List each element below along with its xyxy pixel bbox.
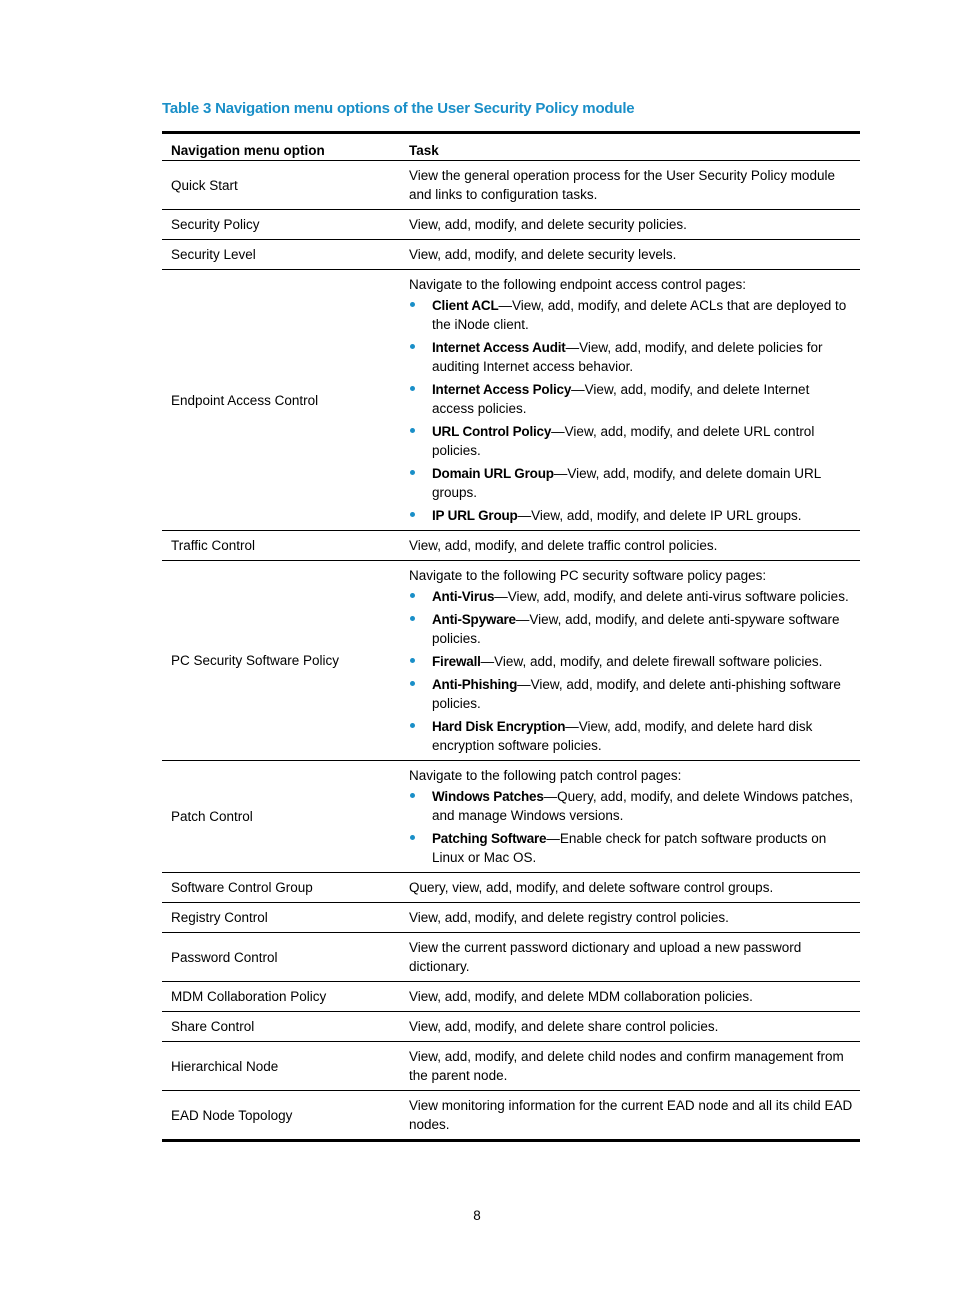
bullet-icon: [410, 593, 415, 598]
task-bullet-list: [409, 787, 854, 867]
item-term: Patching Software: [432, 831, 547, 846]
item-term: Firewall: [432, 654, 481, 669]
table-row: [162, 161, 860, 210]
table-row: [162, 933, 860, 982]
table-row: [162, 873, 860, 903]
item-description: —View, add, modify, and delete firewall software policies.: [480, 654, 823, 669]
table-body: [162, 161, 860, 1141]
item-description: —View, add, modify, and delete hard disk encryption software policies.: [432, 719, 813, 753]
menu-option-cell: MDM Collaboration Policy: [162, 982, 405, 1012]
table-header-row: [162, 133, 860, 161]
task-cell: View, add, modify, and delete security policies.: [405, 210, 860, 240]
item-description: —Enable check for patch software products on Linux or Mac OS.: [432, 831, 827, 865]
list-item: [409, 587, 854, 606]
task-intro: Navigate to the following endpoint access control pages:: [409, 277, 746, 292]
task-cell: [405, 561, 860, 761]
navigation-menu-table: [162, 131, 860, 1142]
bullet-icon: [410, 512, 415, 517]
header-task: Task: [405, 133, 860, 161]
list-item: [409, 464, 854, 502]
task-cell: View, add, modify, and delete registry control policies.: [405, 903, 860, 933]
task-cell: View the current password dictionary and upload a new password dictionary.: [405, 933, 860, 982]
task-cell: View, add, modify, and delete security levels.: [405, 240, 860, 270]
table-row: [162, 1012, 860, 1042]
item-term: IP URL Group: [432, 508, 518, 523]
task-cell: [405, 761, 860, 873]
menu-option-cell: Registry Control: [162, 903, 405, 933]
list-item: [409, 338, 854, 376]
table-row: [162, 270, 860, 531]
list-item: [409, 717, 854, 755]
menu-option-cell: Security Level: [162, 240, 405, 270]
bullet-icon: [410, 302, 415, 307]
task-bullet-list: [409, 296, 854, 525]
item-term: Internet Access Audit: [432, 340, 566, 355]
task-cell: View, add, modify, and delete share control policies.: [405, 1012, 860, 1042]
list-item: [409, 652, 854, 671]
task-cell: [405, 270, 860, 531]
task-cell: View the general operation process for the User Security Policy module and links to configuration tasks.: [405, 161, 860, 210]
task-intro: Navigate to the following patch control pages:: [409, 768, 682, 783]
bullet-icon: [410, 386, 415, 391]
list-item: [409, 675, 854, 713]
list-item: [409, 380, 854, 418]
item-description: —View, add, modify, and delete anti-spyware software policies.: [432, 612, 840, 646]
bullet-icon: [410, 835, 415, 840]
menu-option-cell: Share Control: [162, 1012, 405, 1042]
list-item: [409, 506, 854, 525]
table-row: [162, 1091, 860, 1141]
table-caption: Table 3 Navigation menu options of the User Security Policy module: [162, 100, 635, 117]
list-item: [409, 610, 854, 648]
bullet-icon: [410, 428, 415, 433]
item-term: Hard Disk Encryption: [432, 719, 566, 734]
bullet-icon: [410, 658, 415, 663]
item-description: —View, add, modify, and delete policies for auditing Internet access behavior.: [432, 340, 823, 374]
item-description: —View, add, modify, and delete ACLs that are deployed to the iNode client.: [432, 298, 847, 332]
item-term: Anti-Phishing: [432, 677, 518, 692]
item-description: —View, add, modify, and delete URL control policies.: [432, 424, 815, 458]
item-term: Internet Access Policy: [432, 382, 572, 397]
list-item: [409, 787, 854, 825]
menu-option-cell: Patch Control: [162, 761, 405, 873]
table-row: [162, 240, 860, 270]
menu-option-cell: Endpoint Access Control: [162, 270, 405, 531]
list-item: [409, 296, 854, 334]
task-cell: View monitoring information for the current EAD node and all its child EAD nodes.: [405, 1091, 860, 1141]
table-row: [162, 1042, 860, 1091]
bullet-icon: [410, 470, 415, 475]
menu-option-cell: Traffic Control: [162, 531, 405, 561]
task-cell: View, add, modify, and delete MDM collaboration policies.: [405, 982, 860, 1012]
item-description: —View, add, modify, and delete anti-phishing software policies.: [432, 677, 841, 711]
item-description: —View, add, modify, and delete domain URL groups.: [432, 466, 821, 500]
bullet-icon: [410, 793, 415, 798]
item-term: Anti-Spyware: [432, 612, 516, 627]
item-term: Client ACL: [432, 298, 499, 313]
menu-option-cell: Security Policy: [162, 210, 405, 240]
menu-option-cell: Password Control: [162, 933, 405, 982]
page-number: 8: [473, 1208, 481, 1223]
menu-option-cell: Hierarchical Node: [162, 1042, 405, 1091]
task-bullet-list: [409, 587, 854, 755]
list-item: [409, 422, 854, 460]
item-description: —View, add, modify, and delete Internet access policies.: [432, 382, 810, 416]
list-item: [409, 829, 854, 867]
item-description: —View, add, modify, and delete IP URL groups.: [517, 508, 802, 523]
task-cell: View, add, modify, and delete child nodes and confirm management from the parent node.: [405, 1042, 860, 1091]
task-intro: Navigate to the following PC security software policy pages:: [409, 568, 767, 583]
item-term: Anti-Virus: [432, 589, 495, 604]
table-row: [162, 210, 860, 240]
bullet-icon: [410, 344, 415, 349]
bullet-icon: [410, 723, 415, 728]
table-row: [162, 531, 860, 561]
item-term: URL Control Policy: [432, 424, 552, 439]
table-row: [162, 982, 860, 1012]
menu-option-cell: EAD Node Topology: [162, 1091, 405, 1141]
item-term: Windows Patches: [432, 789, 544, 804]
menu-option-cell: PC Security Software Policy: [162, 561, 405, 761]
bullet-icon: [410, 616, 415, 621]
table-row: [162, 561, 860, 761]
table-row: [162, 761, 860, 873]
item-description: —Query, add, modify, and delete Windows patches, and manage Windows versions.: [432, 789, 854, 823]
table-row: [162, 903, 860, 933]
header-navigation-menu-option: Navigation menu option: [162, 133, 405, 161]
task-cell: View, add, modify, and delete traffic control policies.: [405, 531, 860, 561]
item-term: Domain URL Group: [432, 466, 554, 481]
task-cell: Query, view, add, modify, and delete software control groups.: [405, 873, 860, 903]
item-description: —View, add, modify, and delete anti-virus software policies.: [494, 589, 849, 604]
menu-option-cell: Quick Start: [162, 161, 405, 210]
menu-option-cell: Software Control Group: [162, 873, 405, 903]
bullet-icon: [410, 681, 415, 686]
